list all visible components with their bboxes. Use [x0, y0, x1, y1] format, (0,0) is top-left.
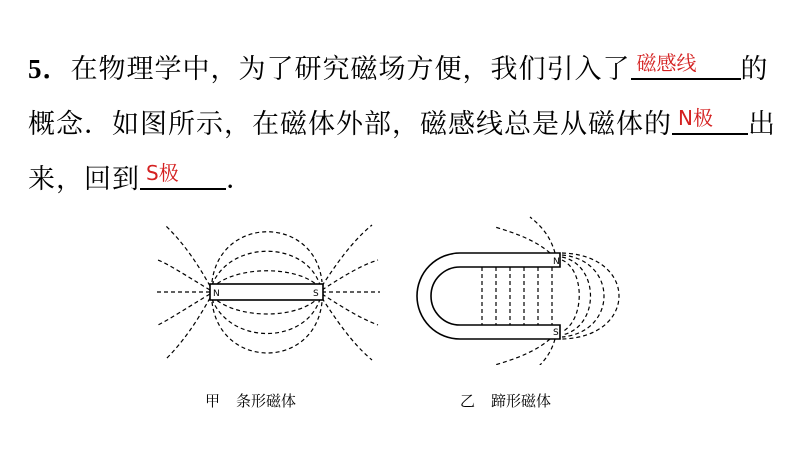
- question-tail-1: 的: [740, 54, 769, 85]
- bar-magnet-body: [210, 284, 323, 300]
- horseshoe-field-lines: [482, 217, 619, 365]
- bar-pole-n: N: [213, 289, 220, 299]
- horseshoe-caption-text: 蹄形磁体: [491, 392, 552, 410]
- bar-tag: 甲: [205, 392, 221, 410]
- answer-blank-1[interactable]: [631, 48, 741, 80]
- horseshoe-pole-n: N: [553, 257, 560, 267]
- horseshoe-pole-s: S: [553, 328, 559, 338]
- question-line-2: [28, 103, 776, 145]
- answer-blank-2[interactable]: [672, 103, 748, 135]
- question-line-3: [28, 158, 254, 200]
- answer-1: 磁感线: [636, 51, 697, 75]
- horseshoe-magnet-figure: [390, 215, 650, 365]
- question-text-3: 来，回到: [28, 164, 140, 195]
- bar-magnet-figure: [150, 210, 390, 375]
- answer-3: S极: [146, 161, 179, 185]
- question-tail-3: ．: [226, 164, 254, 195]
- bar-caption: [205, 390, 312, 411]
- bar-pole-s: S: [313, 289, 319, 299]
- bar-caption-text: 条形磁体: [236, 392, 297, 410]
- question-number: 5．: [28, 54, 71, 84]
- question-line-1: [28, 48, 769, 90]
- question-text-2: 概念．如图所示，在磁体外部，磁感线总是从磁体的: [28, 109, 672, 140]
- answer-blank-3[interactable]: [140, 158, 226, 190]
- horseshoe-caption: [460, 390, 567, 411]
- question-text-1: 在物理学中，为了研究磁场方便，我们引入了: [70, 54, 631, 85]
- horseshoe-tag: 乙: [460, 392, 476, 410]
- answer-2: N极: [678, 106, 713, 130]
- question-tail-2: 出: [748, 109, 776, 140]
